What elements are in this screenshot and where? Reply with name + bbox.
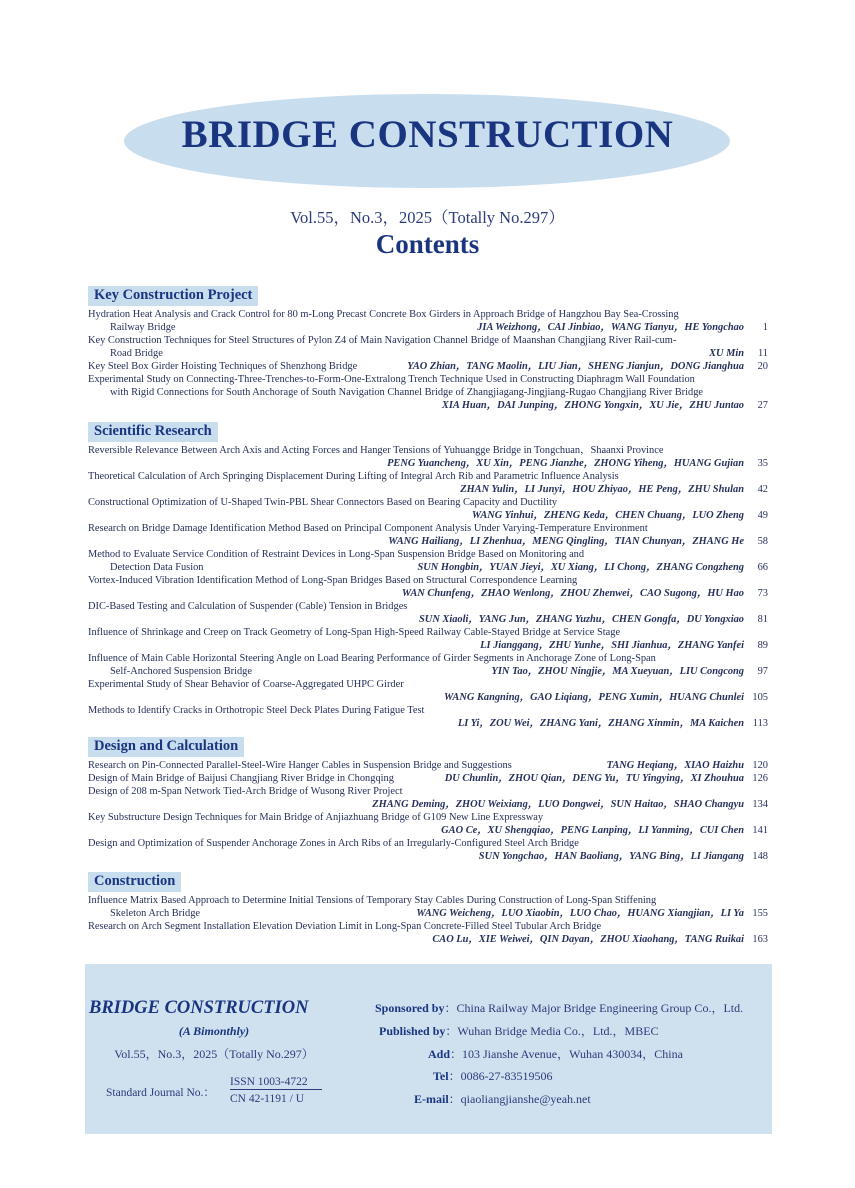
article-authors: SUN Xiaoli，YANG Jun，ZHANG Yuzhu，CHEN Gongfa，DU Yongxiao <box>419 614 744 625</box>
email-label: E-mail <box>414 1092 449 1106</box>
article-authors: YAO Zhian，TANG Maolin，LIU Jian，SHENG Jianjun，DONG Jianghua <box>407 361 744 372</box>
article-title-cont: with Rigid Connections for South Anchorage of South Navigation Channel Bridge of Zhangjiagang-Jingjiang-Rugao Changjiang River Bridge <box>110 387 704 398</box>
article-title-cont: Self-Anchored Suspension Bridge <box>110 666 252 677</box>
article-title: Design of Main Bridge of Baijusi Changjiang River Bridge in Chongqing <box>88 773 394 784</box>
article-entry[interactable] <box>88 837 768 863</box>
article-title-cont: Detection Data Fusion <box>110 562 204 573</box>
telephone-value: ：0086-27-83519506 <box>448 1069 553 1083</box>
page-number: 126 <box>752 773 768 784</box>
article-authors: WANG Weicheng，LUO Xiaobin，LUO Chao，HUANG Xiangjian，LI Ya <box>416 908 744 919</box>
published-by <box>379 1022 659 1039</box>
section-key-construction-project <box>88 286 768 412</box>
issn-number: ISSN 1003-4722 <box>230 1076 322 1090</box>
address-label: Add <box>428 1047 451 1061</box>
article-title-cont: Road Bridge <box>110 348 163 359</box>
article-title: Influence Matrix Based Approach to Determine Initial Tensions of Temporary Stay Cables During Construction of Long-Span Stiffening <box>88 895 657 906</box>
journal-title: BRIDGE CONSTRUCTION <box>181 113 674 156</box>
article-title: Experimental Study on Connecting-Three-Trenches-to-Form-One-Extralong Trench Technique Used in Constructing Diaphragm Wall Foundation <box>88 374 695 385</box>
article-entry[interactable] <box>88 678 768 704</box>
article-entry[interactable] <box>88 574 768 600</box>
section-heading: Design and Calculation <box>88 737 244 757</box>
address-value: ：103 Jianshe Avenue，Wuhan 430034，China <box>450 1047 683 1061</box>
published-label: Published by <box>379 1024 446 1038</box>
article-title: Influence of Shrinkage and Creep on Track Geometry of Long-Span High-Speed Railway Cable-Stayed Bridge at Service Stage <box>88 627 621 638</box>
article-title: Research on Arch Segment Installation Elevation Deviation Limit in Long-Span Concrete-Filled Steel Tubular Arch Bridge <box>88 921 602 932</box>
article-title: Constructional Optimization of U-Shaped Twin-PBL Shear Connectors Based on Bearing Capacity and Ductility <box>88 497 558 508</box>
section-heading: Key Construction Project <box>88 286 258 306</box>
article-authors: WAN Chunfeng，ZHAO Wenlong，ZHOU Zhenwei，CAO Sugong，HU Hao <box>401 588 744 599</box>
article-entry[interactable] <box>88 496 768 522</box>
article-authors: TANG Heqiang，XIAO Haizhu <box>606 760 744 771</box>
article-authors: SUN Yongchao，HAN Baoliang，YANG Bing，LI Jiangang <box>478 851 744 862</box>
article-entry[interactable] <box>88 444 768 470</box>
page-number: 155 <box>752 908 768 919</box>
article-title: Research on Bridge Damage Identification Method Based on Principal Component Analysis Under Varying-Temperature Environment <box>88 523 648 534</box>
contents-heading: Contents <box>375 229 480 259</box>
telephone-label: Tel <box>433 1069 449 1083</box>
article-entry[interactable] <box>88 600 768 626</box>
article-title-cont: Skeleton Arch Bridge <box>110 908 201 919</box>
sponsored-by <box>375 999 743 1016</box>
page-number: 163 <box>752 934 768 945</box>
article-title: Vortex-Induced Vibration Identification Method of Long-Span Bridges Based on Structural Correspondence Learning <box>88 575 578 586</box>
page-number: 89 <box>757 640 768 651</box>
article-authors: GAO Ce，XU Shengqiao，PENG Lanping，LI Yanming，CUI Chen <box>441 825 744 836</box>
section-heading: Construction <box>88 872 181 892</box>
article-authors: WANG Yinhui，ZHENG Keda，CHEN Chuang，LUO Zheng <box>471 510 744 521</box>
article-entry[interactable] <box>88 470 768 496</box>
email <box>414 1090 591 1107</box>
email-value[interactable]: ：qiaoliangjianshe@yeah.net <box>448 1092 591 1106</box>
article-entry[interactable] <box>88 626 768 652</box>
section-heading: Scientific Research <box>88 422 218 442</box>
article-authors: SUN Hongbin，YUAN Jieyi，XU Xiang，LI Chong，ZHANG Congzheng <box>417 562 744 573</box>
article-title-cont: Railway Bridge <box>110 322 176 333</box>
article-authors: JIA Weizhong，CAI Jinbiao，WANG Tianyu，HE Yongchao <box>477 322 744 333</box>
article-entry[interactable] <box>88 548 768 574</box>
page-number: 105 <box>752 692 768 703</box>
standard-journal-label: Standard Journal No.： <box>106 1087 215 1099</box>
imprint-journal-title: BRIDGE CONSTRUCTION <box>89 998 309 1018</box>
page-number: 148 <box>752 851 768 862</box>
page-number: 1 <box>762 322 768 333</box>
article-title: Hydration Heat Analysis and Crack Control for 80 m-Long Precast Concrete Box Girders in Approach Bridge of Hangzhou Bay Sea-Crossing <box>88 309 679 320</box>
article-authors: XU Min <box>709 348 744 359</box>
article-authors: LI Yi，ZOU Wei，ZHANG Yani，ZHANG Xinmin，MA Kaichen <box>457 718 744 729</box>
page-number: 73 <box>757 588 768 599</box>
article-authors: DU Chunlin，ZHOU Qian，DENG Yu，TU Yingying，XI Zhouhua <box>444 773 744 784</box>
page-number: 113 <box>752 718 768 729</box>
article-title: Reversible Relevance Between Arch Axis and Acting Forces and Hanger Tensions of Yuhuangge Bridge in Tongchuan，Shaanxi Province <box>88 445 664 456</box>
address <box>428 1045 683 1062</box>
page-number: 11 <box>757 348 768 359</box>
page-number: 66 <box>757 562 768 573</box>
article-entry[interactable] <box>88 334 768 360</box>
article-entry[interactable] <box>88 894 768 920</box>
page-number: 42 <box>757 484 768 495</box>
article-authors: LI Jianggang，ZHU Yunhe，SHI Jianhua，ZHANG Yanfei <box>480 640 744 651</box>
article-title: Design of 208 m-Span Network Tied-Arch Bridge of Wusong River Project <box>88 786 403 797</box>
page-number: 141 <box>752 825 768 836</box>
cn-number: CN 42-1191 / U <box>230 1093 305 1105</box>
article-entry[interactable] <box>88 308 768 334</box>
article-title: Key Substructure Design Techniques for Main Bridge of Anjiazhuang Bridge of G109 New Line Expressway <box>88 812 544 823</box>
article-title: Design and Optimization of Suspender Anchorage Zones in Arch Ribs of an Irregularly-Configured Steel Arch Bridge <box>88 838 579 849</box>
imprint-frequency: (A Bimonthly) <box>178 1024 250 1038</box>
page-number: 27 <box>757 400 768 411</box>
telephone <box>433 1067 553 1084</box>
article-entry[interactable] <box>88 920 768 946</box>
article-entry[interactable] <box>88 704 768 730</box>
article-title: Theoretical Calculation of Arch Springing Displacement During Lifting of Integral Arch Rib and Parametric Influence Analysis <box>88 471 619 482</box>
article-authors: WANG Kangning，GAO Liqiang，PENG Xumin，HUANG Chunlei <box>443 692 744 703</box>
article-title: Experimental Study of Shear Behavior of Coarse-Aggregated UHPC Girder <box>88 679 404 690</box>
article-title: Research on Pin-Connected Parallel-Steel-Wire Hanger Cables in Suspension Bridge and Suggestions <box>88 760 512 771</box>
article-authors: YIN Tao，ZHOU Ningjie，MA Xueyuan，LIU Congcong <box>491 666 744 677</box>
article-title: DIC-Based Testing and Calculation of Suspender (Cable) Tension in Bridges <box>88 601 408 612</box>
article-entry[interactable] <box>88 811 768 837</box>
article-entry[interactable] <box>88 759 768 772</box>
page-number: 35 <box>757 458 768 469</box>
article-authors: PENG Yuancheng，XU Xin，PENG Jianzhe，ZHONG Yiheng，HUANG Gujian <box>387 458 744 469</box>
article-title: Key Steel Box Girder Hoisting Techniques of Shenzhong Bridge <box>88 361 358 372</box>
section-construction <box>88 872 768 946</box>
article-entry[interactable] <box>88 772 768 785</box>
article-title: Key Construction Techniques for Steel Structures of Pylon Z4 of Main Navigation Channel Bridge of Maanshan Changjiang River Rail-cum- <box>88 335 677 346</box>
sponsored-value: ：China Railway Major Bridge Engineering Group Co.，Ltd. <box>444 1001 744 1015</box>
article-title: Influence of Main Cable Horizontal Steering Angle on Load Bearing Performance of Girder Segments in Anchorage Zone of Long-Span <box>88 653 656 664</box>
published-value: ：Wuhan Bridge Media Co.，Ltd.，MBEC <box>445 1024 659 1038</box>
article-entry[interactable] <box>88 522 768 548</box>
article-authors: ZHAN Yulin，LI Junyi，HOU Zhiyao，HE Peng，ZHU Shulan <box>460 484 744 495</box>
article-entry[interactable] <box>88 652 768 678</box>
article-title: Methods to Identify Cracks in Orthotropic Steel Deck Plates During Fatigue Test <box>88 705 425 716</box>
page-number: 134 <box>752 799 768 810</box>
page-number: 81 <box>757 614 768 625</box>
article-title: Method to Evaluate Service Condition of Restraint Devices in Long-Span Suspension Bridge Based on Monitoring and <box>88 549 585 560</box>
sponsored-label: Sponsored by <box>375 1001 445 1015</box>
article-entry[interactable] <box>88 373 768 412</box>
page-number: 20 <box>757 361 768 372</box>
article-entry[interactable] <box>88 785 768 811</box>
article-authors: CAO Lu，XIE Weiwei，QIN Dayan，ZHOU Xiaohang，TANG Ruikai <box>432 934 744 945</box>
article-authors: WANG Hailiang，LI Zhenhua，MENG Qingling，TIAN Chunyan，ZHANG He <box>388 536 744 547</box>
page-number: 97 <box>757 666 768 677</box>
volume-line: Vol.55，No.3，2025（Totally No.297） <box>290 208 565 227</box>
page-number: 49 <box>757 510 768 521</box>
section-design-and-calculation <box>88 737 768 863</box>
page-number: 120 <box>752 760 768 771</box>
article-entry[interactable] <box>88 360 768 373</box>
page-number: 58 <box>757 536 768 547</box>
article-authors: ZHANG Deming，ZHOU Weixiang，LUO Dongwei，SUN Haitao，SHAO Changyu <box>372 799 744 810</box>
imprint-volume: Vol.55，No.3，2025（Totally No.297） <box>114 1047 314 1061</box>
article-authors: XIA Huan，DAI Junping，ZHONG Yongxin，XU Jie，ZHU Juntao <box>441 400 744 411</box>
section-scientific-research <box>88 422 768 730</box>
